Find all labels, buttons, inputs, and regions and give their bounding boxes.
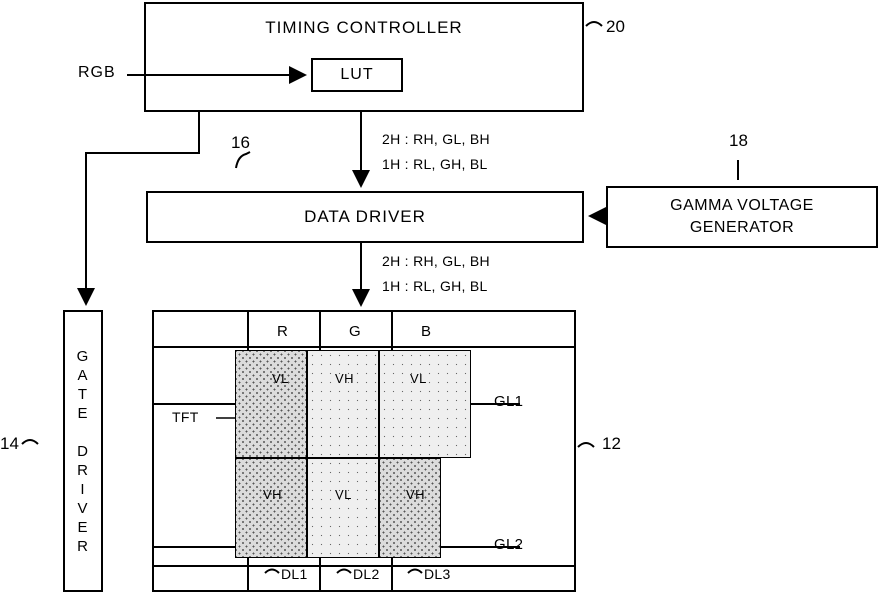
- signal-lower-2h: 2H : RH, GL, BH: [382, 253, 490, 269]
- gamma-label-line2: GENERATOR: [689, 219, 795, 236]
- panel-column-header-g: G: [349, 323, 361, 340]
- timing-controller-block: [144, 2, 584, 112]
- timing-controller-label: TIMING CONTROLLER: [265, 18, 463, 37]
- voltage-g-row2: VL: [335, 487, 352, 502]
- voltage-r-row2: VH: [263, 487, 283, 502]
- ref-number-12: 12: [602, 434, 621, 453]
- ref-number-20: 20: [606, 17, 625, 36]
- gate-driver-label: G A T E D R I V E R: [76, 347, 90, 555]
- data-line-label-dl3: DL3: [424, 566, 451, 582]
- tft-label: TFT: [172, 409, 199, 425]
- rgb-input-label: RGB: [78, 64, 116, 81]
- voltage-r-row1: VL: [272, 371, 289, 386]
- signal-upper-2h: 2H : RH, GL, BH: [382, 131, 490, 147]
- panel-column-header-r: R: [277, 323, 288, 340]
- ref-number-14: 14: [0, 434, 19, 453]
- voltage-g-row1: VH: [335, 371, 355, 386]
- data-driver-block: [146, 191, 584, 243]
- ref-number-18: 18: [729, 131, 748, 150]
- gamma-voltage-generator-block: [606, 186, 878, 248]
- gate-driver-block: [63, 310, 103, 592]
- lut-label: LUT: [340, 66, 374, 83]
- data-driver-label: DATA DRIVER: [304, 207, 426, 226]
- signal-upper-1h: 1H : RL, GH, BL: [382, 156, 488, 172]
- gamma-label-line1: GAMMA VOLTAGE: [670, 197, 814, 214]
- signal-lower-1h: 1H : RL, GH, BL: [382, 278, 488, 294]
- data-line-label-dl1: DL1: [281, 566, 308, 582]
- lut-block: [311, 58, 403, 92]
- voltage-b-row1: VL: [410, 371, 427, 386]
- gate-line-label-gl2: GL2: [494, 536, 524, 553]
- data-line-label-dl2: DL2: [353, 566, 380, 582]
- gate-line-label-gl1: GL1: [494, 393, 524, 410]
- voltage-b-row2: VH: [406, 487, 426, 502]
- panel-column-header-b: B: [421, 323, 432, 340]
- ref-number-16: 16: [231, 133, 250, 152]
